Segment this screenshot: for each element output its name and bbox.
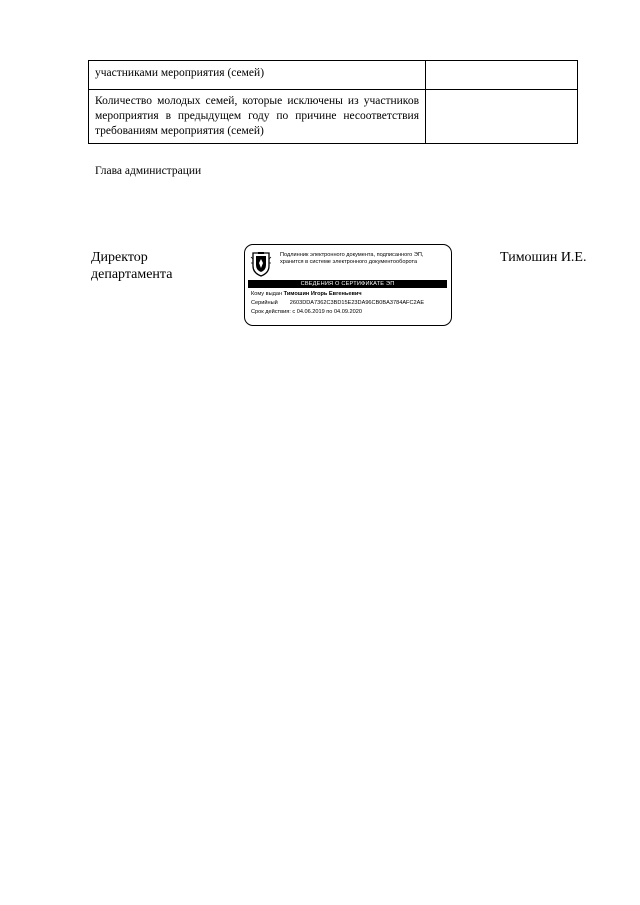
table-row bbox=[89, 61, 578, 90]
position-line: департамента bbox=[91, 267, 173, 282]
data-table bbox=[88, 60, 578, 144]
serial-label: Серийный bbox=[251, 300, 278, 306]
stamp-serial bbox=[251, 300, 424, 307]
table-cell-value bbox=[426, 90, 578, 144]
table-cell-label: участниками мероприятия (семей) bbox=[89, 61, 426, 90]
signer-name: Тимошин И.Е. bbox=[500, 250, 587, 265]
stamp-validity: Срок действия: с 04.06.2019 по 04.09.2020 bbox=[251, 309, 362, 315]
stamp-notice: Подлинник электронного документа, подписанного ЭП, хранится в системе электронного документооборота bbox=[280, 252, 424, 265]
signer-position bbox=[91, 249, 172, 283]
table-cell-value bbox=[426, 61, 578, 90]
stamp-header: СВЕДЕНИЯ О СЕРТИФИКАТЕ ЭП bbox=[248, 280, 447, 288]
position-line: Директор bbox=[91, 250, 148, 265]
stamp-issued-to bbox=[251, 291, 362, 298]
head-of-administration: Глава администрации bbox=[95, 165, 202, 177]
serial-number: 2603DDA7362C3BD15E23DA96CB0BA3784AFC2AE bbox=[289, 300, 425, 306]
e-signature-stamp bbox=[244, 244, 452, 326]
table-cell-label: Количество молодых семей, которые исключены из участников мероприятия в предыдущем году по причине несоответствия требованиям мероприятия (семей) bbox=[89, 90, 426, 144]
issued-to-label: Кому выдан bbox=[251, 291, 283, 297]
coat-of-arms-icon bbox=[249, 251, 273, 277]
table-row bbox=[89, 90, 578, 144]
issued-to-name: Тимошин Игорь Евгеньевич bbox=[283, 291, 362, 297]
